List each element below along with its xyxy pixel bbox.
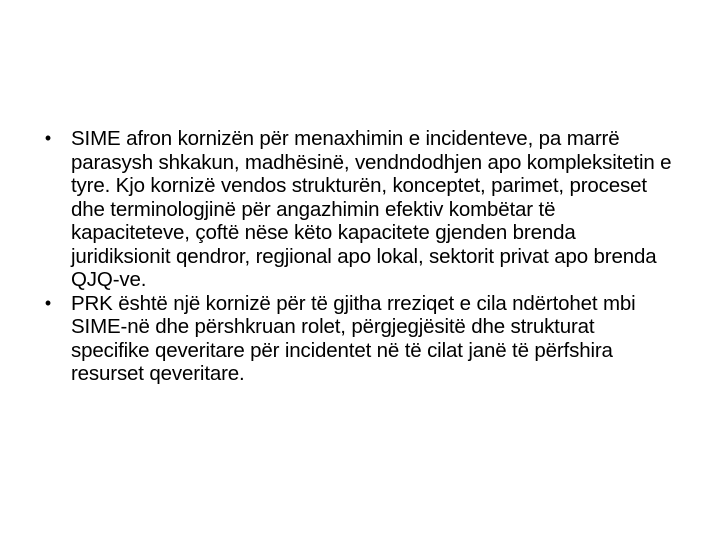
bullet-item-sime — [38, 127, 678, 292]
bullet-dot-icon: • — [44, 292, 52, 313]
bullet-text: PRK është një kornizë për të gjitha rreziqet e cila ndërtohet mbi SIME-në dhe përshkruan rolet, përgjegjësitë dhe strukturat specifike qeveritare për incidentet në të cilat janë të përfshira resurset qeveritare. — [71, 291, 636, 385]
bullet-dot-icon: • — [44, 128, 52, 148]
bullet-list — [38, 127, 678, 386]
bullet-text: SIME afron kornizën për menaxhimin e incidenteve, pa marrë parasysh shkakun, madhësinë, vendndodhjen apo kompleksitetin e tyre. Kjo kornizë vendos strukturën, konceptet, parimet, proceset dhe terminologjinë për angazhimin efektiv kombëtar të kapaciteteve, çoftë nëse këto kapacitete gjenden brenda juridiksionit qendror, regjional apo lokal, sektorit privat apo brenda QJQ-ve. — [71, 127, 672, 291]
bullet-item-prk — [38, 292, 678, 386]
